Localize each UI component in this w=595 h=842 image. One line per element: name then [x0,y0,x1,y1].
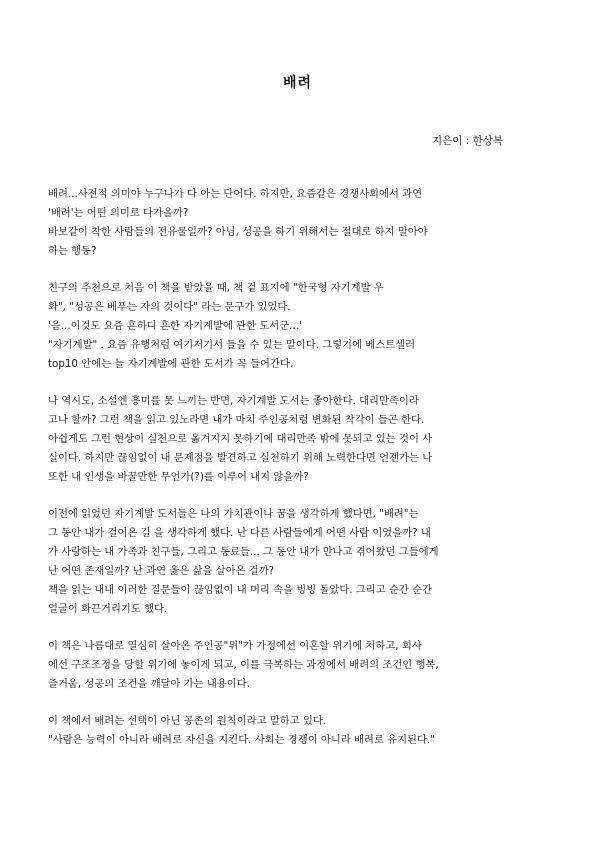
document-title: 배려 [282,75,313,91]
paragraph-line: top10 안에는 늘 자기계발에 관한 도서가 꼭 들어간다. [48,358,294,370]
paragraph [48,637,548,694]
paragraph-line: 아쉽게도 그런 현상이 실천으로 옮겨지지 못하기에 대리만족 밖에 못되고 있는 것이 사 [48,433,433,445]
paragraph-line: 이 책에서 배려는 선택이 아닌 공존의 원칙이라고 말하고 있다. [48,715,327,727]
paragraph [48,185,548,261]
paragraph-line: 난 어떤 존재일까? 난 과연 옳은 삶을 살아온 걸까? [48,565,275,577]
paragraph-line: 이 책은 나름대로 열심히 살아온 주인공"위"가 가정에선 이혼할 위기에 처하고, 회사 [48,640,422,652]
paragraph-line: 책을 읽는 내내 이러한 질문들이 끊임없이 내 머리 속을 빙빙 돌았다. 그리고 순간 순간 [48,584,433,596]
paragraph-line: 실이다. 하지만 끊임없이 내 문제점을 발견하고 실천하기 위해 노력한다면 언젠가는 나 [48,452,433,464]
paragraph-line: 바보같이 착한 사람들의 전유물일까? 아님, 성공을 하기 위해서는 절대로 하지 말아야 [48,226,428,238]
paragraph-line: 배려...사전적 의미야 누구나가 다 아는 단어다. 하지만, 요즘같은 경쟁사회에서 과연 [48,188,423,200]
paragraph-line: '배려'는 어떤 의미로 다가올까? [48,207,189,219]
paragraph-line: 얼굴이 화끈거리기도 했다. [48,603,168,615]
paragraph-line: '음...이것도 요즘 흔하디 흔한 자기계발에 관한 도서군...' [48,320,302,332]
paragraph-line: 고나 할까? 그런 책을 읽고 있노라면 내가 마치 주인공처럼 변화된 착각이 들곤 한다. [48,414,425,426]
paragraph-line: 가 사랑하는 내 가족과 친구들, 그리고 동료들... 그 동안 내가 만나고 겪어왔던 그들에게 [48,546,439,558]
paragraph-line: "자기계발" . 요즘 유행처럼 여기저기서 들을 수 있는 말이다. 그렇기에 베스트셀러 [48,339,416,351]
paragraph-line: "사람은 능력이 아니라 배려로 자신을 지킨다. 사회는 경쟁이 아니라 배려로 유지된다." [48,734,435,746]
paragraph [48,392,548,487]
author-line: 지은이 : 한상복 [432,135,504,147]
paragraph-line: 에선 구조조정을 당할 위기에 놓이게 되고, 이를 극복하는 과정에서 배려의 조건인 행복, [48,659,439,671]
paragraph-line: 즐거움, 성공의 조건을 깨달아 가는 내용이다. [48,678,250,690]
paragraph-line: 친구의 추천으로 처음 이 책을 받았을 때, 책 겉 표지에 "한국형 자기계발 우 [48,282,384,294]
paragraph-line: 그 동안 내가 걸어온 길 을 생각하게 했다. 난 다른 사람들에게 어떤 사람 이었을까? 내 [48,527,431,539]
paragraph-line: 나 역시도, 소설엔 흥미를 못 느끼는 반면, 자기계발 도서는 좋아한다. 대리만족이라 [48,395,419,407]
paragraph-line: 또한 내 인생을 바꿀만한 무언가(?)를 이루어 내지 않을까? [48,471,309,483]
paragraph-line: 화", "성공은 베푸는 자의 것이다" 라는 문구가 있었다. [48,301,291,313]
paragraph [48,505,548,619]
paragraph-line: 이전에 읽었던 자기계발 도서들은 나의 가치관이나 꿈을 생각하게 했다면, "배려"는 [48,508,419,520]
paragraph [48,712,548,750]
paragraph [48,279,548,374]
document-body [48,185,548,768]
paragraph-line: 하는 행동? [48,245,97,257]
